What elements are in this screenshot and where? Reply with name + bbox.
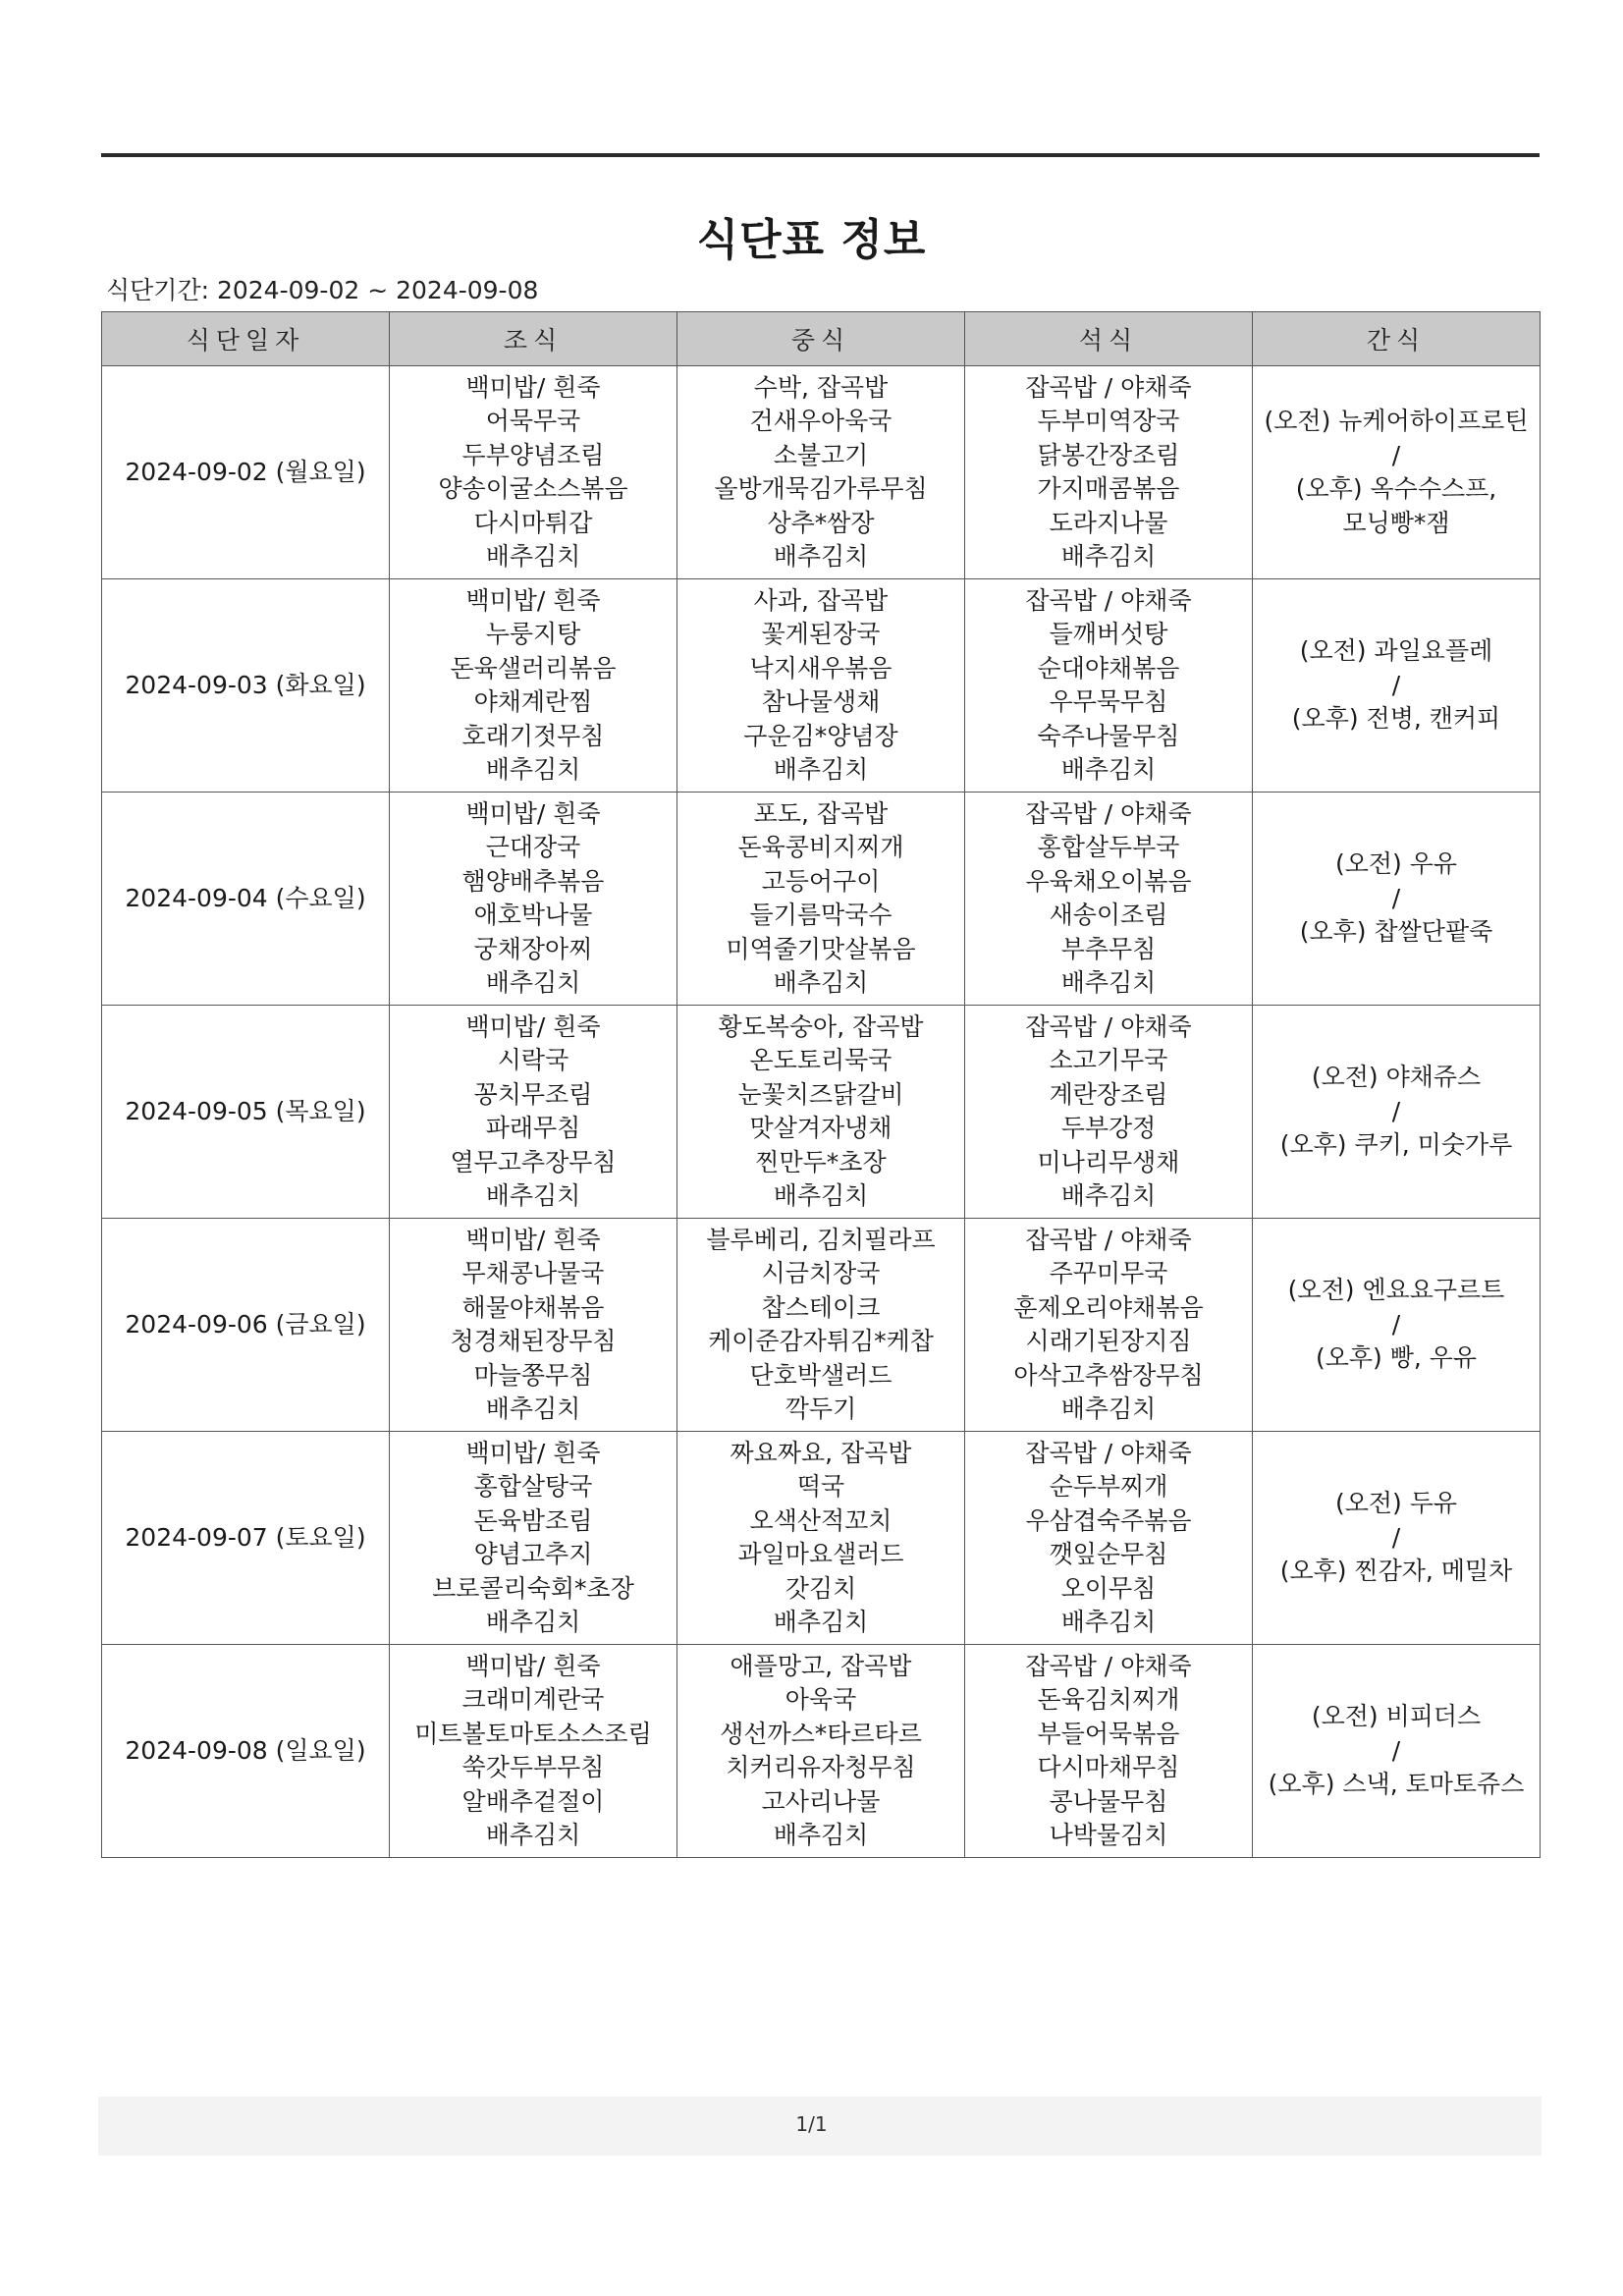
menu-item: (오후) 전병, 캔커피 <box>1291 704 1501 734</box>
menu-item: 배추김치 <box>1060 755 1157 784</box>
menu-item: 꽁치무조림 <box>473 1079 593 1109</box>
menu-item: 양송이굴소스볶음 <box>438 474 628 503</box>
menu-item: 새송이조림 <box>1049 901 1168 929</box>
menu-item: 쑥갓두부무침 <box>461 1753 605 1781</box>
menu-item: 잡곡밥 / 야채죽 <box>1025 798 1192 828</box>
date-cell: 2024-09-04 (수요일) <box>102 793 390 1006</box>
lunch-cell <box>677 1219 965 1432</box>
menu-item: 케이준감자튀김*케찹 <box>708 1327 934 1355</box>
breakfast-cell <box>390 1006 677 1219</box>
menu-item: 생선까스*타르타르 <box>720 1719 922 1748</box>
menu-item: 블루베리, 김치필라프 <box>706 1225 936 1254</box>
menu-item: 돈육밤조림 <box>473 1505 593 1535</box>
menu-item: 미트볼토마토소스조림 <box>414 1719 652 1748</box>
date-cell: 2024-09-06 (금요일) <box>102 1219 390 1432</box>
menu-item: 소고기무국 <box>1049 1046 1168 1074</box>
menu-item: 오색산적꼬치 <box>749 1505 893 1535</box>
menu-item: 배추김치 <box>773 968 869 997</box>
menu-item: 배추김치 <box>1060 968 1157 997</box>
dinner-cell <box>965 1219 1253 1432</box>
menu-item: 야채계란찜 <box>473 687 593 716</box>
menu-item: 배추김치 <box>773 1181 869 1210</box>
menu-item: 소불고기 <box>773 440 869 469</box>
menu-item: 미역줄기맛살볶음 <box>726 934 916 963</box>
menu-item: 두부미역장국 <box>1037 407 1180 435</box>
breakfast-cell <box>390 579 677 793</box>
menu-item: (오후) 스낵, 토마토쥬스 <box>1268 1770 1525 1799</box>
menu-item: 백미밥/ 흰죽 <box>465 798 601 828</box>
menu-item: (오전) 뉴케어하이프로틴 <box>1264 407 1529 435</box>
menu-item: / <box>1391 1096 1401 1125</box>
date-cell: 2024-09-07 (토요일) <box>102 1432 390 1645</box>
menu-item: 수박, 잡곡밥 <box>753 372 889 402</box>
menu-item: 배추김치 <box>773 755 869 784</box>
menu-item: 잡곡밥 / 야채죽 <box>1025 372 1192 402</box>
menu-item: 깻잎순무침 <box>1049 1540 1168 1568</box>
menu-item: (오전) 엔요요구르트 <box>1287 1276 1505 1305</box>
menu-item: 배추김치 <box>485 1608 581 1636</box>
menu-item: 깍두기 <box>784 1394 857 1423</box>
menu-item: 구운김*양념장 <box>743 721 898 750</box>
menu-item: 들기름막국수 <box>749 901 893 929</box>
menu-item: 백미밥/ 흰죽 <box>465 1438 601 1467</box>
menu-body <box>102 366 1541 1858</box>
breakfast-cell <box>390 1645 677 1858</box>
lunch-cell <box>677 366 965 579</box>
table-row <box>102 366 1541 579</box>
dinner-cell <box>965 579 1253 793</box>
menu-table <box>101 311 1541 1858</box>
menu-item: 배추김치 <box>485 1821 581 1849</box>
menu-item: 우육채오이볶음 <box>1025 866 1192 896</box>
menu-item: 어묵무국 <box>485 407 581 435</box>
lunch-cell <box>677 793 965 1006</box>
menu-item: 마늘쫑무침 <box>473 1360 593 1390</box>
menu-item: 근대장국 <box>485 833 581 861</box>
menu-item: (오후) 찐감자, 메밀차 <box>1279 1557 1513 1586</box>
header-row <box>102 312 1541 366</box>
menu-item: 건새우아욱국 <box>749 407 893 435</box>
menu-item: 잡곡밥 / 야채죽 <box>1025 1651 1192 1680</box>
menu-item: 배추김치 <box>485 542 581 571</box>
lunch-cell <box>677 1432 965 1645</box>
menu-item: 잡곡밥 / 야채죽 <box>1025 1438 1192 1467</box>
menu-item: 배추김치 <box>1060 1608 1157 1636</box>
lunch-cell <box>677 1645 965 1858</box>
date-cell: 2024-09-03 (화요일) <box>102 579 390 793</box>
top-rule <box>101 153 1540 157</box>
snack-cell <box>1253 1219 1541 1432</box>
menu-item: 백미밥/ 흰죽 <box>465 1651 601 1680</box>
menu-item: 찐만두*초장 <box>755 1147 887 1176</box>
menu-item: (오후) 빵, 우유 <box>1315 1343 1478 1373</box>
menu-item: (오전) 야채쥬스 <box>1311 1063 1482 1092</box>
menu-item: 훈제오리야채볶음 <box>1013 1292 1204 1322</box>
menu-item: 미나리무생채 <box>1037 1147 1180 1176</box>
menu-item: 배추김치 <box>485 755 581 784</box>
menu-item: 고사리나물 <box>761 1786 881 1816</box>
menu-item: 오이무침 <box>1060 1573 1157 1603</box>
menu-item: 갓김치 <box>784 1573 857 1603</box>
menu-period: 식단기간: 2024-09-02 ~ 2024-09-08 <box>106 276 539 304</box>
menu-item: 돈육김치찌개 <box>1037 1685 1180 1714</box>
menu-item: 돈육샐러리볶음 <box>450 653 617 683</box>
menu-item: 참나물생채 <box>761 687 881 716</box>
table-row <box>102 579 1541 793</box>
snack-cell <box>1253 1006 1541 1219</box>
menu-item: 열무고추장무침 <box>450 1147 617 1176</box>
menu-item: 콩나물무침 <box>1049 1786 1168 1816</box>
menu-item: 홍합살두부국 <box>1037 833 1180 861</box>
menu-item: 백미밥/ 흰죽 <box>465 1011 601 1041</box>
menu-item: 시금치장국 <box>761 1259 881 1287</box>
menu-item: 숙주나물무침 <box>1037 721 1180 750</box>
menu-item: 낙지새우볶음 <box>749 653 893 683</box>
menu-item: 다시마채무침 <box>1037 1753 1180 1781</box>
breakfast-cell <box>390 1219 677 1432</box>
menu-item: 홍합살탕국 <box>473 1472 593 1501</box>
dinner-cell <box>965 366 1253 579</box>
menu-item: 배추김치 <box>485 1181 581 1210</box>
header-lunch: 중식 <box>677 312 965 366</box>
menu-item: 백미밥/ 흰죽 <box>465 585 601 615</box>
menu-item: 백미밥/ 흰죽 <box>465 1225 601 1254</box>
menu-item: 단호박샐러드 <box>749 1360 893 1390</box>
menu-item: 브로콜리숙회*초장 <box>432 1573 634 1603</box>
menu-item: 누룽지탕 <box>485 620 581 648</box>
snack-cell <box>1253 1432 1541 1645</box>
menu-item: 청경채된장무침 <box>450 1327 617 1355</box>
table-row <box>102 1432 1541 1645</box>
menu-item: 눈꽃치즈닭갈비 <box>737 1079 904 1109</box>
menu-item: 배추김치 <box>773 1821 869 1849</box>
menu-item: 크래미계란국 <box>461 1685 605 1714</box>
menu-item: / <box>1391 1522 1401 1552</box>
table-row <box>102 793 1541 1006</box>
menu-item: 계란장조림 <box>1049 1079 1168 1109</box>
menu-item: 순두부찌개 <box>1049 1472 1168 1501</box>
menu-item: / <box>1391 440 1401 469</box>
menu-item: 애호박나물 <box>473 901 593 929</box>
breakfast-cell <box>390 366 677 579</box>
menu-item: 맛살겨자냉채 <box>749 1114 893 1142</box>
menu-item: 나박물김치 <box>1049 1821 1168 1849</box>
menu-item: (오전) 우유 <box>1334 849 1458 879</box>
menu-item: 과일마요샐러드 <box>737 1540 904 1568</box>
menu-item: 들깨버섯탕 <box>1049 620 1168 648</box>
snack-cell <box>1253 793 1541 1006</box>
menu-item: 다시마튀갑 <box>473 508 593 537</box>
menu-item: 부추무침 <box>1060 934 1157 963</box>
menu-item: 배추김치 <box>1060 1181 1157 1210</box>
page-title: 식단표 정보 <box>696 215 927 265</box>
menu-item: 잡곡밥 / 야채죽 <box>1025 585 1192 615</box>
menu-item: 올방개묵김가루무침 <box>714 474 928 503</box>
menu-item: 해물야채볶음 <box>461 1292 605 1322</box>
menu-item: 우무묵무침 <box>1049 687 1168 716</box>
menu-item: 상추*쌈장 <box>767 508 875 537</box>
menu-item: 파래무침 <box>485 1114 581 1142</box>
menu-item: 두부양념조림 <box>461 440 605 469</box>
menu-item: 돈육콩비지찌개 <box>737 833 904 861</box>
menu-item: 백미밥/ 흰죽 <box>465 372 601 402</box>
menu-item: 가지매콤볶음 <box>1037 474 1180 503</box>
menu-item: 배추김치 <box>773 1608 869 1636</box>
menu-item: 찹스테이크 <box>761 1292 881 1322</box>
dinner-cell <box>965 1432 1253 1645</box>
menu-item: 두부강정 <box>1060 1114 1157 1142</box>
menu-item: (오후) 쿠키, 미숫가루 <box>1279 1130 1513 1160</box>
menu-item: 순대야채볶음 <box>1037 653 1180 683</box>
table-row <box>102 1645 1541 1858</box>
snack-cell <box>1253 579 1541 793</box>
snack-cell <box>1253 366 1541 579</box>
menu-item: 배추김치 <box>485 1394 581 1423</box>
menu-item: 사과, 잡곡밥 <box>753 585 889 615</box>
menu-item: 햄양배추볶음 <box>461 866 605 896</box>
menu-item: (오후) 옥수수스프, <box>1295 474 1497 503</box>
header-date: 식단일자 <box>102 312 390 366</box>
lunch-cell <box>677 1006 965 1219</box>
menu-item: 닭봉간장조림 <box>1037 440 1180 469</box>
snack-cell <box>1253 1645 1541 1858</box>
menu-item: 아삭고추쌈장무침 <box>1013 1360 1204 1390</box>
menu-item: 떡국 <box>796 1472 845 1501</box>
header-dinner: 석식 <box>965 312 1253 366</box>
menu-item: 배추김치 <box>1060 1394 1157 1423</box>
menu-item: 치커리유자청무침 <box>726 1753 916 1781</box>
menu-item: (오전) 두유 <box>1334 1489 1458 1518</box>
menu-item: / <box>1391 670 1401 699</box>
menu-item: 아욱국 <box>784 1685 857 1714</box>
menu-item: 잡곡밥 / 야채죽 <box>1025 1011 1192 1041</box>
menu-item: 궁채장아찌 <box>473 934 593 963</box>
menu-item: / <box>1391 1735 1401 1765</box>
lunch-cell <box>677 579 965 793</box>
menu-item: 짜요짜요, 잡곡밥 <box>730 1438 912 1467</box>
date-cell: 2024-09-08 (일요일) <box>102 1645 390 1858</box>
menu-item: 잡곡밥 / 야채죽 <box>1025 1225 1192 1254</box>
menu-item: 시래기된장지짐 <box>1025 1327 1192 1355</box>
breakfast-cell <box>390 793 677 1006</box>
menu-item: 꽃게된장국 <box>761 620 881 648</box>
menu-item: 애플망고, 잡곡밥 <box>730 1651 912 1680</box>
menu-item: 도라지나물 <box>1049 508 1168 537</box>
menu-item: (오전) 비피더스 <box>1311 1702 1482 1731</box>
page-number: 1/1 <box>795 2112 828 2136</box>
menu-item: (오전) 과일요플레 <box>1299 636 1493 666</box>
dinner-cell <box>965 1645 1253 1858</box>
menu-item: 온도토리묵국 <box>749 1046 893 1074</box>
date-cell: 2024-09-02 (월요일) <box>102 366 390 579</box>
menu-item: / <box>1391 1309 1401 1339</box>
dinner-cell <box>965 793 1253 1006</box>
menu-item: 고등어구이 <box>761 866 881 896</box>
menu-item: 무채콩나물국 <box>461 1259 605 1287</box>
menu-item: 부들어묵볶음 <box>1037 1719 1180 1748</box>
menu-item: 호래기젓무침 <box>461 721 605 750</box>
menu-item: 포도, 잡곡밥 <box>753 798 889 828</box>
dinner-cell <box>965 1006 1253 1219</box>
breakfast-cell <box>390 1432 677 1645</box>
menu-item: 우삼겹숙주볶음 <box>1025 1505 1192 1535</box>
menu-item: 배추김치 <box>773 542 869 571</box>
table-row <box>102 1006 1541 1219</box>
menu-item: 시락국 <box>497 1046 569 1074</box>
menu-item: 양념고추지 <box>473 1540 593 1568</box>
menu-item: 주꾸미무국 <box>1049 1259 1168 1287</box>
menu-item: 배추김치 <box>1060 542 1157 571</box>
menu-item: (오후) 찹쌀단팥죽 <box>1299 917 1493 947</box>
date-cell: 2024-09-05 (목요일) <box>102 1006 390 1219</box>
menu-item: 알배추겉절이 <box>461 1786 605 1816</box>
menu-item: 황도복숭아, 잡곡밥 <box>718 1011 924 1041</box>
header-snack: 간식 <box>1253 312 1541 366</box>
table-row <box>102 1219 1541 1432</box>
header-breakfast: 조식 <box>390 312 677 366</box>
menu-item: / <box>1391 883 1401 912</box>
menu-item: 배추김치 <box>485 968 581 997</box>
menu-item: 모닝빵*잼 <box>1342 508 1450 537</box>
